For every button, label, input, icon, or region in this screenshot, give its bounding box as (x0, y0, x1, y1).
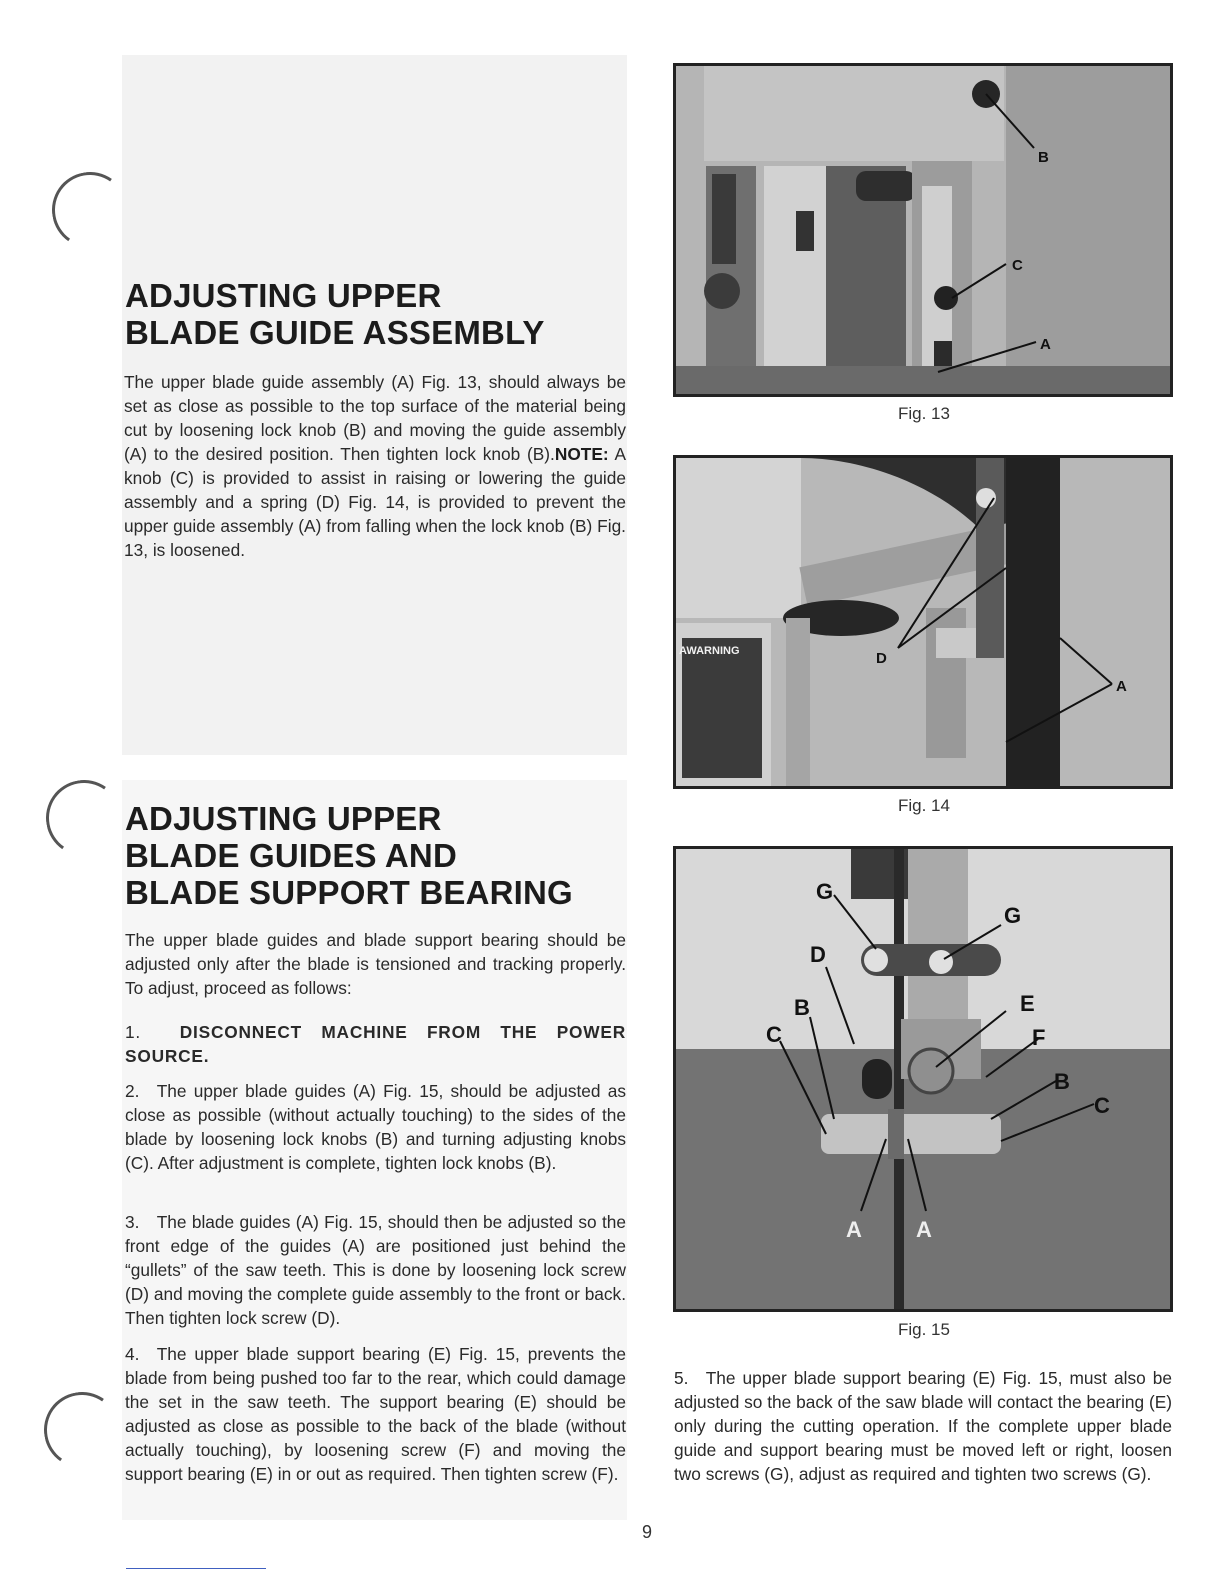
section1-paragraph-start: The upper blade guide assembly (A) Fig. 13, should always be set as close as possible to the top surface of the material being cut by loosening lock knob (B) and moving the guide assembly (A) to the desired position. Then tighten lock knob (B). (124, 372, 626, 464)
section1-heading-line2: BLADE GUIDE ASSEMBLY (125, 314, 545, 351)
fig14-label-a: A (1116, 678, 1127, 695)
fig15-label-e: E (1020, 991, 1035, 1016)
figure-14-photo (673, 455, 1173, 789)
figure-13-drawing (676, 66, 1170, 394)
step1-number: 1. (125, 1022, 142, 1042)
section2-heading-line2: BLADE GUIDES AND (125, 837, 457, 874)
binder-hole-bottom (38, 1386, 126, 1474)
fig15-label-g1: G (816, 879, 834, 904)
step1-text: DISCONNECT MACHINE FROM THE POWER SOURCE. (125, 1022, 626, 1066)
figure-14-caption: Fig. 14 (898, 796, 950, 815)
step5: 5. The upper blade support bearing (E) Fig. 15, must also be adjusted so the back of the saw blade will contact the bearing (E) only during the cutting operation. If the complete upper blade guide and support bearing must be moved left or right, loosen two screws (G), adjust as required and tighten two screws (G). (674, 1368, 1172, 1484)
fig15-label-b1: B (794, 995, 810, 1020)
fig15-label-g2: G (1004, 903, 1022, 928)
fig13-label-c: C (1012, 257, 1023, 274)
step1 (125, 1020, 626, 1068)
fig15-label-c2: C (1094, 1093, 1110, 1118)
fig15-label-a2: A (916, 1217, 932, 1242)
footer-rule (126, 1568, 266, 1569)
figure-15-photo (673, 846, 1173, 1312)
fig15-label-d: D (810, 942, 826, 967)
fig15-label-c1: C (766, 1022, 782, 1047)
fig14-label-d: D (876, 650, 887, 667)
fig14-warning-label: AWARNING (679, 645, 740, 657)
fig15-label-a1: A (846, 1217, 862, 1242)
step3: 3. The blade guides (A) Fig. 15, should then be adjusted so the front edge of the guides (A) are positioned just behind the “gullets” of the saw teeth. This is done by loosening lock screw (D) and moving the complete guide assembly to the front or back. Then tighten lock screw (D). (125, 1212, 626, 1328)
section1-paragraph-end: A knob (C) is provided to assist in raising or lowering the guide assembly and a spring (D) Fig. 14, is provided to prevent the upper guide assembly (A) from falling when the lock knob (B) Fig. 13, is loosened. (124, 444, 627, 560)
step4: 4. The upper blade support bearing (E) Fig. 15, prevents the blade from being pushed too far to the rear, which could damage the set in the saw teeth. The support bearing (E) should be adjusted as close as possible to the back of the blade (without actually touching), by loosening screw (F) and moving the support bearing (E) in or out as required. Then tighten screw (F). (125, 1344, 626, 1484)
figure-14-drawing (676, 458, 1170, 786)
step2: 2. The upper blade guides (A) Fig. 15, should be adjusted as close as possible (without actually touching) to the sides of the blade by loosening lock knobs (B) and turning adjusting knobs (C). After adjustment is complete, tighten lock knobs (B). (125, 1081, 626, 1173)
section2-heading-line1: ADJUSTING UPPER (125, 800, 442, 837)
fig13-label-b: B (1038, 149, 1049, 166)
figure-15-drawing (676, 849, 1170, 1309)
figure-13-caption: Fig. 13 (898, 404, 950, 423)
section1-heading (125, 277, 545, 351)
fig13-label-a: A (1040, 336, 1051, 353)
section2-heading-line3: BLADE SUPPORT BEARING (125, 874, 573, 911)
section2-intro: The upper blade guides and blade support bearing should be adjusted only after the blade is tensioned and tracking properly. To adjust, proceed as follows: (125, 930, 626, 998)
figure-15-caption: Fig. 15 (898, 1320, 950, 1339)
binder-hole-top (46, 166, 134, 254)
section1-paragraph (124, 370, 626, 562)
section1-heading-line1: ADJUSTING UPPER (125, 277, 442, 314)
fig15-label-b2: B (1054, 1069, 1070, 1094)
note-label: NOTE: (554, 444, 609, 464)
page-number: 9 (642, 1522, 653, 1542)
figure-13-photo (673, 63, 1173, 397)
binder-hole-middle (40, 774, 128, 862)
section2-heading (125, 800, 573, 911)
fig15-label-f: F (1032, 1025, 1046, 1050)
